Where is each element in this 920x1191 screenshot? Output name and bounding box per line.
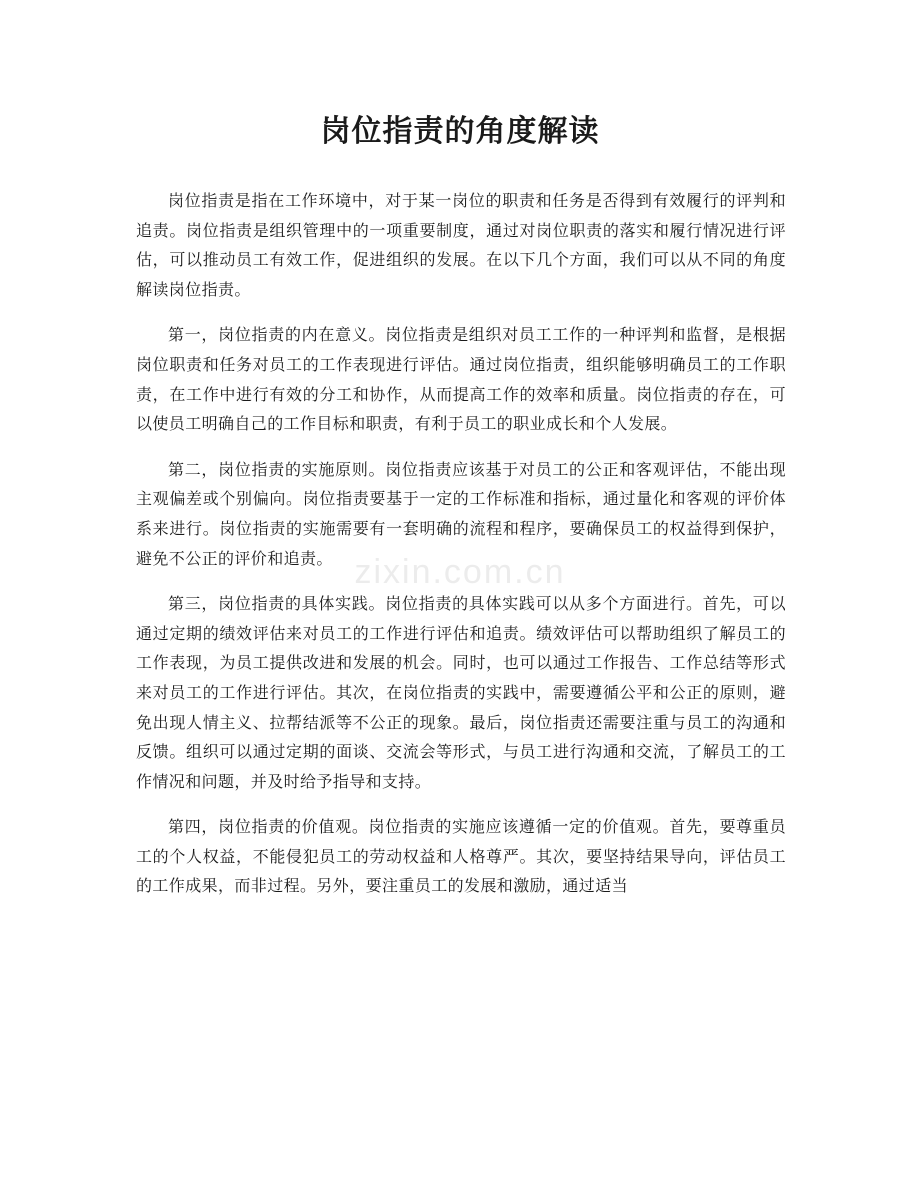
paragraph-second: 第二，岗位指责的实施原则。岗位指责应该基于对员工的公正和客观评估，不能出现主观偏差或个别偏向。岗位指责要基于一定的工作标准和指标，通过量化和客观的评价体系来进行。岗位指责的实施需要有一套明确的流程和程序，要确保员工的权益得到保护，避免不公正的评价和追责。 — [136, 459, 786, 568]
watermark-text: zixin.com.cn — [354, 553, 566, 591]
paragraph-fourth: 第四，岗位指责的价值观。岗位指责的实施应该遵循一定的价值观。首先，要尊重员工的个人权益，不能侵犯员工的劳动权益和人格尊严。其次，要坚持结果导向，评估员工的工作成果，而非过程。另外，要注重员工的发展和激励，通过适当 — [136, 817, 786, 896]
paragraph-first: 第一，岗位指责的内在意义。岗位指责是组织对员工工作的一种评判和监督，是根据岗位职责和任务对员工的工作表现进行评估。通过岗位指责，组织能够明确员工的工作职责，在工作中进行有效的分工和协作，从而提高工作的效率和质量。岗位指责的存在，可以使员工明确自己的工作目标和职责，有利于员工的职业成长和个人发展。 — [136, 325, 786, 434]
paragraph-third: 第三，岗位指责的具体实践。岗位指责的具体实践可以从多个方面进行。首先，可以通过定期的绩效评估来对员工的工作进行评估和追责。绩效评估可以帮助组织了解员工的工作表现，为员工提供改进和发展的机会。同时，也可以通过工作报告、工作总结等形式来对员工的工作进行评估。其次，在岗位指责的实践中，需要遵循公平和公正的原则，避免出现人情主义、拉帮结派等不公正的现象。最后，岗位指责还需要注重与员工的沟通和反馈。组织可以通过定期的面谈、交流会等形式，与员工进行沟通和交流，了解员工的工作情况和问题，并及时给予指导和支持。 — [136, 594, 786, 791]
document-body — [136, 186, 786, 917]
paragraph-intro: 岗位指责是指在工作环境中，对于某一岗位的职责和任务是否得到有效履行的评判和追责。岗位指责是组织管理中的一项重要制度，通过对岗位职责的落实和履行情况进行评估，可以推动员工有效工作，促进组织的发展。在以下几个方面，我们可以从不同的角度解读岗位指责。 — [136, 191, 786, 299]
document-title: 岗位指责的角度解读 — [320, 114, 600, 149]
